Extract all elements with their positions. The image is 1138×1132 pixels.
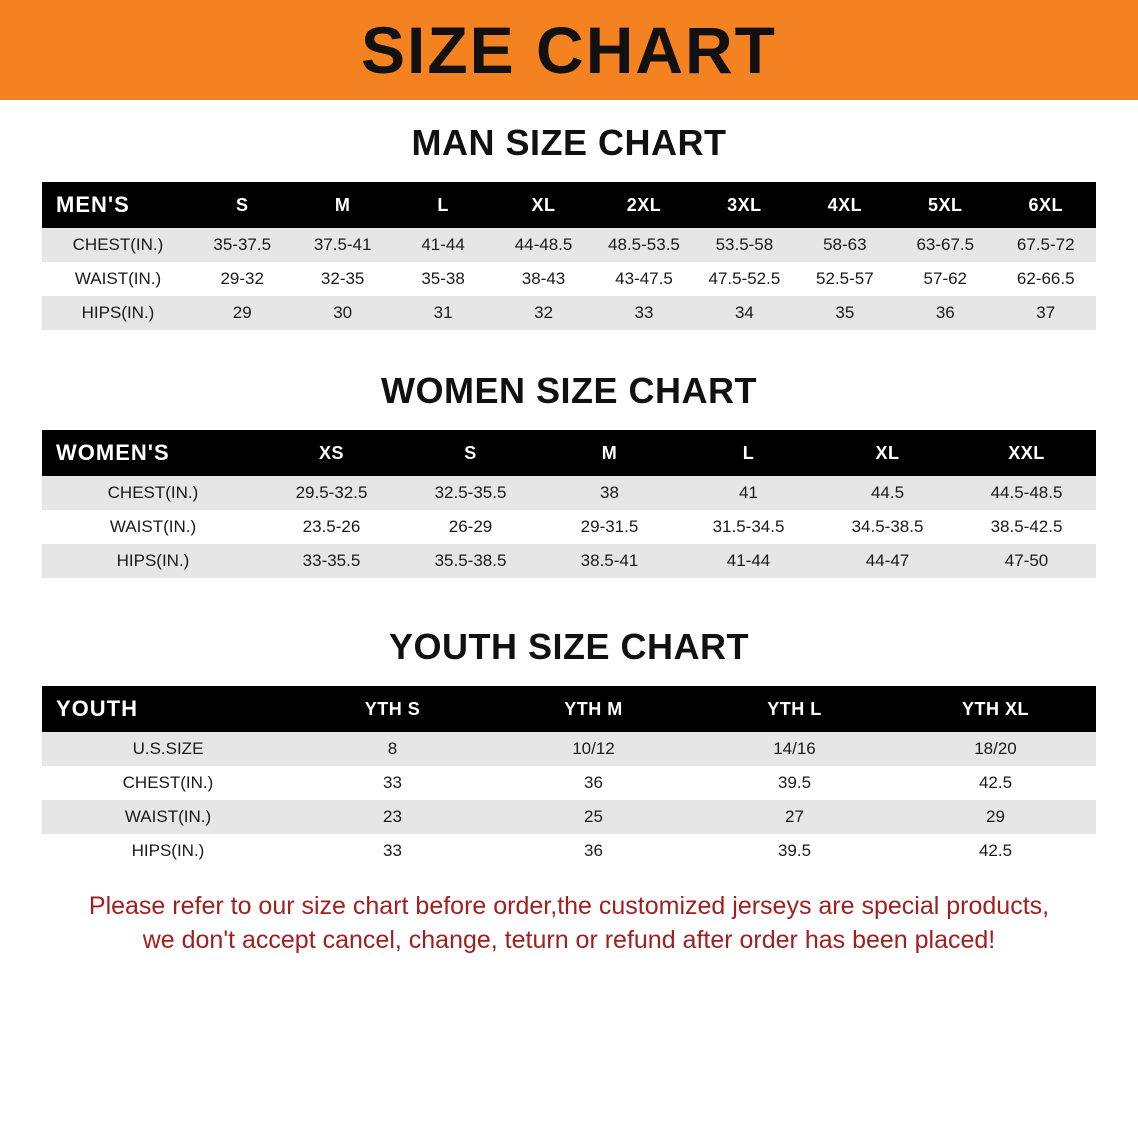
table-cell: 32 [493, 296, 593, 330]
column-header: YTH M [493, 686, 694, 732]
column-header: M [540, 430, 679, 476]
row-label: WAIST(IN.) [42, 800, 292, 834]
table-cell: 57-62 [895, 262, 995, 296]
table-header-row [42, 430, 1096, 476]
table-cell: 29 [192, 296, 292, 330]
table-cell: 33 [594, 296, 694, 330]
column-header: XXL [957, 430, 1096, 476]
table-row [42, 834, 1096, 868]
column-header: 4XL [795, 182, 895, 228]
women-section-title: WOMEN SIZE CHART [381, 370, 757, 411]
table-cell: 35 [795, 296, 895, 330]
table-cell: 34.5-38.5 [818, 510, 957, 544]
man-table-wrap [0, 182, 1138, 330]
table-cell: 26-29 [401, 510, 540, 544]
table-row [42, 544, 1096, 578]
table-cell: 29.5-32.5 [262, 476, 401, 510]
table-row [42, 262, 1096, 296]
table-cell: 67.5-72 [996, 228, 1097, 262]
disclaimer-note [0, 890, 1138, 958]
women-table-wrap [0, 430, 1138, 578]
table-cell: 38-43 [493, 262, 593, 296]
column-header: YOUTH [42, 686, 292, 732]
column-header: XL [818, 430, 957, 476]
column-header: 6XL [996, 182, 1097, 228]
table-cell: 35.5-38.5 [401, 544, 540, 578]
table-cell: 10/12 [493, 732, 694, 766]
row-label: U.S.SIZE [42, 732, 292, 766]
row-label: CHEST(IN.) [42, 228, 192, 262]
table-row [42, 800, 1096, 834]
column-header: 5XL [895, 182, 995, 228]
table-cell: 44-48.5 [493, 228, 593, 262]
table-cell: 23.5-26 [262, 510, 401, 544]
table-cell: 29-31.5 [540, 510, 679, 544]
column-header: YTH L [694, 686, 895, 732]
table-cell: 35-38 [393, 262, 493, 296]
table-cell: 41-44 [393, 228, 493, 262]
man-section-title: MAN SIZE CHART [411, 122, 727, 163]
table-cell: 8 [292, 732, 493, 766]
table-cell: 25 [493, 800, 694, 834]
table-cell: 42.5 [895, 766, 1096, 800]
table-row [42, 732, 1096, 766]
table-cell: 29-32 [192, 262, 292, 296]
man-size-table [42, 182, 1096, 330]
table-header-row [42, 686, 1096, 732]
table-cell: 27 [694, 800, 895, 834]
table-cell: 36 [493, 834, 694, 868]
table-cell: 38.5-42.5 [957, 510, 1096, 544]
disclaimer-line-2: we don't accept cancel, change, teturn or refund after order has been placed! [142, 925, 996, 954]
row-label: CHEST(IN.) [42, 476, 262, 510]
table-cell: 14/16 [694, 732, 895, 766]
table-cell: 36 [895, 296, 995, 330]
table-cell: 47.5-52.5 [694, 262, 794, 296]
table-cell: 37 [996, 296, 1097, 330]
table-cell: 52.5-57 [795, 262, 895, 296]
column-header: M [292, 182, 392, 228]
youth-size-table [42, 686, 1096, 868]
row-label: WAIST(IN.) [42, 510, 262, 544]
table-cell: 42.5 [895, 834, 1096, 868]
youth-section-title: YOUTH SIZE CHART [388, 626, 749, 667]
row-label: HIPS(IN.) [42, 544, 262, 578]
table-cell: 41 [679, 476, 818, 510]
table-cell: 23 [292, 800, 493, 834]
table-cell: 34 [694, 296, 794, 330]
column-header: YTH XL [895, 686, 1096, 732]
table-cell: 31.5-34.5 [679, 510, 818, 544]
column-header: YTH S [292, 686, 493, 732]
table-row [42, 476, 1096, 510]
table-cell: 32-35 [292, 262, 392, 296]
table-cell: 33-35.5 [262, 544, 401, 578]
table-cell: 53.5-58 [694, 228, 794, 262]
table-cell: 37.5-41 [292, 228, 392, 262]
table-cell: 44.5 [818, 476, 957, 510]
table-cell: 30 [292, 296, 392, 330]
table-cell: 58-63 [795, 228, 895, 262]
table-row [42, 228, 1096, 262]
table-cell: 39.5 [694, 834, 895, 868]
table-cell: 44-47 [818, 544, 957, 578]
table-cell: 63-67.5 [895, 228, 995, 262]
table-row [42, 296, 1096, 330]
column-header: WOMEN'S [42, 430, 262, 476]
table-cell: 43-47.5 [594, 262, 694, 296]
table-cell: 29 [895, 800, 1096, 834]
table-cell: 35-37.5 [192, 228, 292, 262]
table-cell: 38 [540, 476, 679, 510]
table-cell: 48.5-53.5 [594, 228, 694, 262]
column-header: S [401, 430, 540, 476]
page-title: SIZE CHART [361, 13, 777, 87]
column-header: XL [493, 182, 593, 228]
table-cell: 32.5-35.5 [401, 476, 540, 510]
row-label: HIPS(IN.) [42, 834, 292, 868]
table-cell: 47-50 [957, 544, 1096, 578]
column-header: XS [262, 430, 401, 476]
column-header: MEN'S [42, 182, 192, 228]
column-header: S [192, 182, 292, 228]
table-cell: 44.5-48.5 [957, 476, 1096, 510]
table-cell: 62-66.5 [996, 262, 1097, 296]
table-row [42, 766, 1096, 800]
column-header: L [393, 182, 493, 228]
column-header: 2XL [594, 182, 694, 228]
column-header: 3XL [694, 182, 794, 228]
table-cell: 31 [393, 296, 493, 330]
table-cell: 39.5 [694, 766, 895, 800]
row-label: HIPS(IN.) [42, 296, 192, 330]
table-cell: 18/20 [895, 732, 1096, 766]
page-banner [0, 0, 1138, 100]
table-header-row [42, 182, 1096, 228]
table-cell: 33 [292, 766, 493, 800]
disclaimer-line-1: Please refer to our size chart before order,the customized jerseys are special products, [88, 892, 1050, 920]
table-cell: 36 [493, 766, 694, 800]
row-label: CHEST(IN.) [42, 766, 292, 800]
youth-table-wrap [0, 686, 1138, 868]
table-cell: 38.5-41 [540, 544, 679, 578]
table-cell: 33 [292, 834, 493, 868]
table-row [42, 510, 1096, 544]
column-header: L [679, 430, 818, 476]
table-cell: 41-44 [679, 544, 818, 578]
row-label: WAIST(IN.) [42, 262, 192, 296]
women-size-table [42, 430, 1096, 578]
